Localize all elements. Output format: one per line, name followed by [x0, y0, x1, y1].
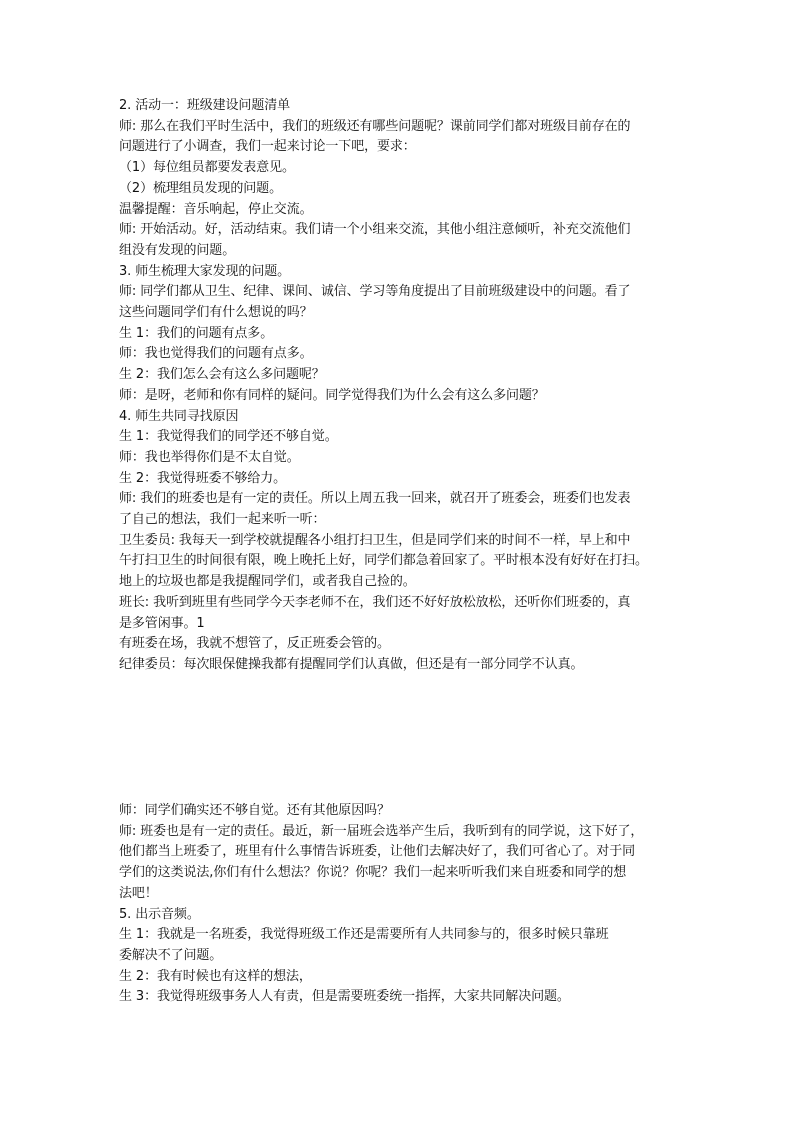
teacher-line: 师：我也举得你们是不太自觉。	[119, 449, 300, 465]
requirement-item-1: （1）每位组员都要发表意见。	[119, 160, 295, 176]
teacher-line: 师: 同学们都从卫生、纪律、课间、诚信、学习等角度提出了目前班级建设中的问题。看了	[119, 284, 631, 300]
teacher-line: 师：同学们确实还不够自觉。还有其他原因吗？	[119, 803, 390, 818]
heading-step-four: 4. 师生共同寻找原因	[119, 408, 239, 424]
teacher-line: 师：我也觉得我们的问题有点多。	[119, 346, 313, 362]
teacher-line-cont: 学们的这类说法,你们有什么想法？你说？你呢？我们一起来听听我们来自班委和同学的想	[119, 865, 627, 881]
student-line-cont: 委解决不了问题。	[119, 947, 223, 963]
teacher-line: 师: 班委也是有一定的责任。最近，新一届班会选举产生后，我听到有的同学说，这下好了，	[119, 823, 644, 839]
teacher-line: 师: 开始活动。好，活动结束。我们请一个小组来交流，其他小组注意倾听，补充交流他们	[119, 222, 631, 238]
text-block-lower	[119, 801, 679, 1008]
discipline-monitor-line: 纪律委员：每次眼保健操我都有提醒同学们认真做，但还是有一部分同学不认真。	[119, 656, 584, 672]
class-monitor-line-cont: 是多管闲事。1	[119, 615, 205, 631]
student-line: 生 1：我们的问题有点多。	[119, 325, 274, 341]
student-line: 生 2：我们怎么会有这么多问题呢？	[119, 367, 325, 383]
student-line: 生 1：我觉得我们的同学还不够自觉。	[119, 429, 338, 445]
heading-step-five: 5. 出示音频。	[119, 906, 200, 922]
class-monitor-line: 班长: 我听到班里有些同学今天李老师不在，我们还不好好放松放松，还听你们班委的，真	[119, 594, 631, 610]
class-monitor-line-cont: 有班委在场，我就不想管了，反正班委会管的。	[119, 636, 390, 652]
text-block-upper	[119, 96, 679, 676]
student-line: 生 3：我觉得班级事务人人有责，但是需要班委统一指挥，大家共同解决问题。	[119, 989, 570, 1005]
student-line: 生 1：我就是一名班委，我觉得班级工作还是需要所有人共同参与的，很多时候只靠班	[119, 927, 609, 943]
teacher-line: 师: 那么在我们平时生活中，我们的班级还有哪些问题呢？课前同学们都对班级目前存在的	[119, 118, 631, 134]
teacher-line: 师：是呀，老师和你有同样的疑问。同学觉得我们为什么会有这么多问题？	[119, 387, 545, 403]
hygiene-monitor-line: 卫生委员: 我每天一到学校就提醒各小组打扫卫生，但是同学们来的时间不一样，早上和中	[119, 532, 631, 548]
teacher-line-cont: 组没有发现的问题。	[119, 242, 236, 258]
requirement-item-2: （2）梳理组员发现的问题。	[119, 180, 282, 196]
heading-step-three: 3. 师生梳理大家发现的问题。	[119, 263, 291, 279]
teacher-line-cont: 问题进行了小调查，我们一起来讨论一下吧，要求：	[119, 139, 416, 155]
student-line: 生 2：我有时候也有这样的想法，	[119, 968, 312, 984]
teacher-line-cont: 这些问题同学们有什么想说的吗？	[119, 305, 313, 321]
teacher-line-cont: 了自己的想法，我们一起来听一听：	[119, 512, 326, 528]
student-line: 生 2：我觉得班委不够给力。	[119, 470, 287, 486]
teacher-line-cont: 法吧！	[119, 885, 158, 901]
teacher-line: 师: 我们的班委也是有一定的责任。所以上周五我一回来，就召开了班委会，班委们也发表	[119, 491, 631, 507]
hygiene-monitor-line-cont: 午打扫卫生的时间很有限，晚上晚托上好，同学们都急着回家了。平时根本没有好好在打扫。	[119, 553, 648, 569]
hygiene-monitor-line-cont: 地上的垃圾也都是我提醒同学们，或者我自己捡的。	[119, 574, 416, 590]
reminder-line: 温馨提醒：音乐响起，停止交流。	[119, 201, 313, 217]
heading-activity-one: 2. 活动一：班级建设问题清单	[119, 98, 291, 113]
teacher-line-cont: 他们都当上班委了，班里有什么事情告诉班委，让他们去解决好了，我们可省心了。对于同	[119, 844, 636, 860]
